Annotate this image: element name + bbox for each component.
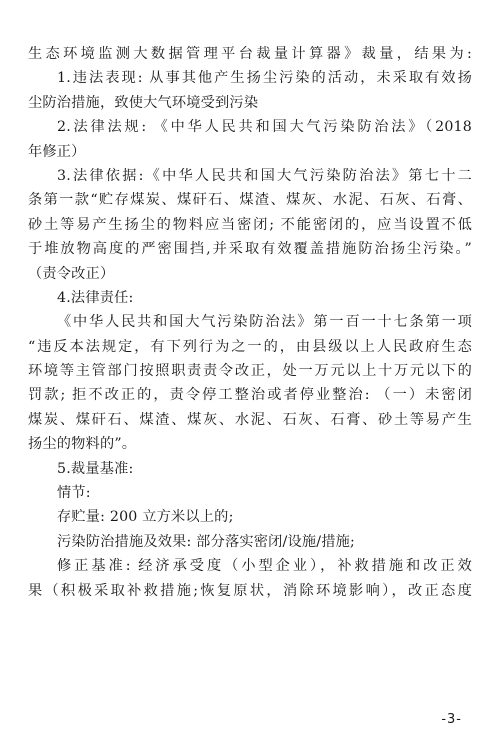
text-line: 3.法律依据:《中华人民共和国大气污染防治法》第七十二 <box>57 167 472 184</box>
page-number: -3- <box>441 712 462 727</box>
text-line: 2.法律法规: 《中华人民共和国大气污染防治法》（2018 <box>57 119 472 136</box>
text-line: “违反本法规定，有下列行为之一的，由县级以上人民政府生态 <box>28 338 472 355</box>
text-line: 《中华人民共和国大气污染防治法》第一百一十七条第一项 <box>57 314 472 331</box>
text-line: 条第一款“贮存煤炭、煤矸石、煤渣、煤灰、水泥、石灰、石膏、 <box>28 192 472 209</box>
text-line: 年修正） <box>28 143 86 160</box>
text-line: 存贮量: 200 立方米以上的; <box>57 509 234 526</box>
text-line: 煤炭、煤矸石、煤渣、煤灰、水泥、石灰、石膏、砂土等易产生 <box>28 411 472 428</box>
text-line: 尘防治措施，致使大气环境受到污染 <box>28 94 259 111</box>
text-line: 1.违法表现: 从事其他产生扬尘污染的活动，未采取有效扬 <box>57 70 472 87</box>
text-line: 情节: <box>57 485 91 502</box>
text-line: 环境等主管部门按照职责责令改正，处一万元以上十万元以下的 <box>28 363 472 380</box>
body-text <box>28 42 472 603</box>
text-line: 扬尘的物料的”。 <box>28 436 137 453</box>
text-line: 生态环境监测大数据管理平台裁量计算器》裁量，结果为: <box>28 46 472 62</box>
text-line: 罚款; 拒不改正的，责令停工整治或者停业整治: （一）未密闭 <box>28 387 472 404</box>
text-line: （责令改正） <box>28 265 115 282</box>
text-line: 砂土等易产生扬尘的物料应当密闭; 不能密闭的，应当设置不低 <box>28 216 472 233</box>
text-line: 污染防治措施及效果: 部分落实密闭/设施/措施; <box>57 533 355 550</box>
text-line: 于堆放物高度的严密围挡,并采取有效覆盖措施防治扬尘污染。” <box>28 241 472 258</box>
text-line: 5.裁量基准: <box>57 460 134 477</box>
text-line: 4.法律责任: <box>57 289 134 306</box>
text-line: 修正基准: 经济承受度（小型企业），补救措施和改正效 <box>57 558 472 575</box>
text-line: 果（积极采取补救措施;恢复原状，消除环境影响），改正态度 <box>28 582 472 599</box>
